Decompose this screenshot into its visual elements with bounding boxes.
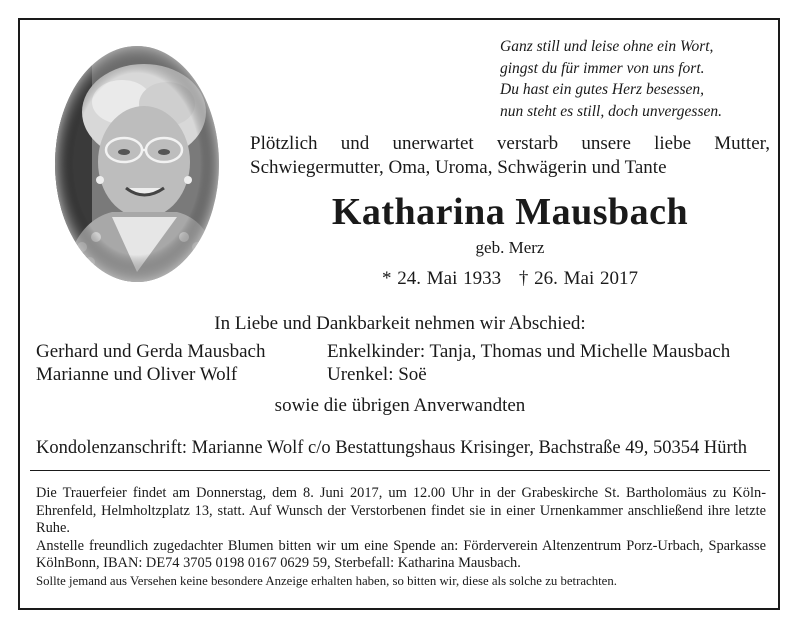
birth-date: * 24. Mai 1933: [382, 268, 502, 289]
intro-word: Plötzlich: [250, 133, 318, 154]
family-member: Marianne und Oliver Wolf: [36, 364, 238, 385]
family-list-left: [36, 340, 266, 386]
intro-word: Mutter,: [714, 133, 770, 154]
death-date: † 26. Mai 2017: [518, 268, 638, 289]
notice-info: Sollte jemand aus Versehen keine besondere Anzeige erhalten haben, so bitten wir, diese als solche zu betrachten.: [36, 573, 617, 588]
farewell-line: In Liebe und Dankbarkeit nehmen wir Abschied:: [214, 313, 586, 334]
funeral-details: [36, 485, 766, 590]
other-relatives: sowie die übrigen Anverwandten: [274, 395, 526, 416]
poem-line: Ganz still und leise ohne ein Wort,: [500, 38, 714, 55]
intro-word: unsere: [581, 133, 631, 154]
poem: [500, 36, 770, 122]
family-member: Gerhard und Gerda Mausbach: [36, 341, 266, 362]
intro-line-2: Schwiegermutter, Oma, Uroma, Schwägerin und Tante: [250, 157, 667, 178]
intro-word: und: [340, 133, 370, 154]
poem-line: nun steht es still, doch unvergessen.: [500, 102, 722, 120]
poem-line: Du hast ein gutes Herz besessen,: [500, 81, 705, 98]
poem-line: gingst du für immer von uns fort.: [500, 59, 705, 77]
intro-line-1: [250, 132, 770, 156]
birth-name: geb. Merz: [475, 238, 545, 257]
donation-info: Anstelle freundlich zugedachter Blumen bitten wir um eine Spende an: Förderverein Altenzentrum Porz-Urbach, Sparkasse KölnBonn, IBAN: DE74 3705 0198 0167 0629 59, Sterbefall: Katharina Mausbach.: [36, 537, 766, 571]
intro-word: liebe: [654, 133, 692, 154]
intro-text: [250, 132, 770, 180]
family-member: Urenkel: Soë: [327, 364, 427, 385]
intro-word: verstarb: [496, 133, 559, 154]
deceased-name: Katharina Mausbach: [331, 191, 689, 233]
family-list-right: [327, 340, 730, 386]
life-dates: [250, 268, 770, 290]
funeral-info: Die Trauerfeier findet am Donnerstag, dem 8. Juni 2017, um 12.00 Uhr in der Grabeskirche St. Bartholomäus zu Köln-Ehrenfeld, Helmholtzplatz 13, statt. Auf Wunsch der Verstorbenen findet sie in einer Urnenkammer anschließend ihre letzte Ruhe.: [36, 485, 766, 536]
condolence-address: Kondolenzanschrift: Marianne Wolf c/o Bestattungshaus Krisinger, Bachstraße 49, 50354 Hürth: [36, 438, 748, 458]
divider: [30, 470, 770, 471]
family-member: Enkelkinder: Tanja, Thomas und Michelle Mausbach: [327, 341, 731, 362]
portrait-photo: [52, 42, 222, 286]
intro-word: unerwartet: [392, 133, 474, 154]
